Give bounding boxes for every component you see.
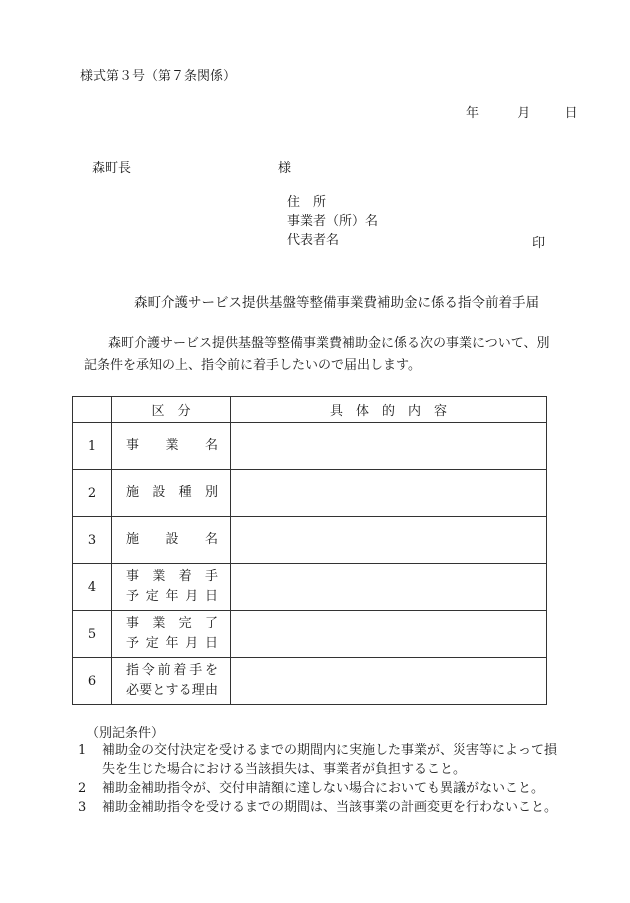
- date-year: 年: [466, 106, 480, 121]
- row-content: [231, 611, 547, 658]
- category-line: 必 要 と す る 理 由: [126, 683, 218, 698]
- row-content: [231, 423, 547, 470]
- form-number: 様式第３号（第７条関係）: [80, 69, 237, 84]
- header-no: [73, 397, 112, 423]
- recipient-name: 森町長: [92, 161, 132, 176]
- row-category: [112, 423, 231, 470]
- condition-number: 3: [78, 800, 87, 815]
- condition-text: 補助金補助指令を受けるまでの期間は、当該事業の計画変更を行わないこと。: [102, 800, 558, 815]
- table-row: [73, 611, 547, 658]
- header-content: 具 体 的 内 容: [231, 397, 547, 423]
- condition-text: 補助金補助指令が、交付申請額に達しない場合においても異議がないこと。: [102, 781, 545, 796]
- row-number: 5: [73, 611, 112, 658]
- table-row: [73, 470, 547, 517]
- row-number: 6: [73, 658, 112, 705]
- table-row: [73, 423, 547, 470]
- condition-item: [78, 779, 558, 798]
- details-table: [72, 396, 547, 705]
- condition-item: [78, 741, 558, 779]
- date-line: [466, 102, 578, 121]
- row-number: 4: [73, 564, 112, 611]
- condition-item: [78, 798, 558, 817]
- body-paragraph: 森町介護サービス提供基盤等整備事業費補助金に係る次の事業について、別記条件を承知の上、指令前に着手したいので届出します。: [84, 336, 550, 373]
- body-text: [84, 333, 562, 377]
- category-line: 予 定 年 月 日: [126, 589, 218, 604]
- row-category: [112, 611, 231, 658]
- row-content: [231, 658, 547, 705]
- row-number: 1: [73, 423, 112, 470]
- category-line: 予 定 年 月 日: [126, 636, 218, 651]
- category-line: 事 業 完 了: [126, 616, 218, 631]
- document-title: 森町介護サービス提供基盤等整備事業費補助金に係る指令前着手届: [134, 295, 539, 311]
- table-header-row: [73, 397, 547, 423]
- date-day: 日: [564, 106, 578, 121]
- row-category: [112, 658, 231, 705]
- conditions-list: [78, 741, 558, 817]
- category-line: 指 令 前 着 手 を: [126, 663, 218, 678]
- row-content: [231, 564, 547, 611]
- category-line: 施 設 名: [126, 532, 218, 547]
- category-line: 施 設 種 別: [126, 485, 218, 500]
- row-content: [231, 517, 547, 564]
- header-category: 区 分: [112, 397, 231, 423]
- conditions-title: （別記条件）: [86, 726, 165, 741]
- category-line: 事 業 着 手: [126, 569, 218, 584]
- address-label: 住 所: [287, 195, 327, 210]
- table-row: [73, 658, 547, 705]
- row-category: [112, 470, 231, 517]
- seal-label: 印: [532, 236, 546, 251]
- row-number: 2: [73, 470, 112, 517]
- row-content: [231, 470, 547, 517]
- condition-number: 1: [78, 743, 87, 758]
- table-row: [73, 564, 547, 611]
- row-category: [112, 564, 231, 611]
- condition-text: 補助金の交付決定を受けるまでの期間内に実施した事業が、災害等によって損失を生じた場合における当該損失は、事業者が負担すること。: [102, 743, 558, 777]
- applicant-block: [287, 193, 378, 250]
- recipient-suffix: 様: [278, 161, 292, 176]
- date-month: 月: [517, 106, 531, 121]
- business-name-label: 事業者（所）名: [287, 214, 379, 229]
- row-category: [112, 517, 231, 564]
- condition-number: 2: [78, 781, 87, 796]
- representative-label: 代表者名: [287, 233, 340, 248]
- category-line: 事 業 名: [126, 438, 218, 453]
- table-row: [73, 517, 547, 564]
- row-number: 3: [73, 517, 112, 564]
